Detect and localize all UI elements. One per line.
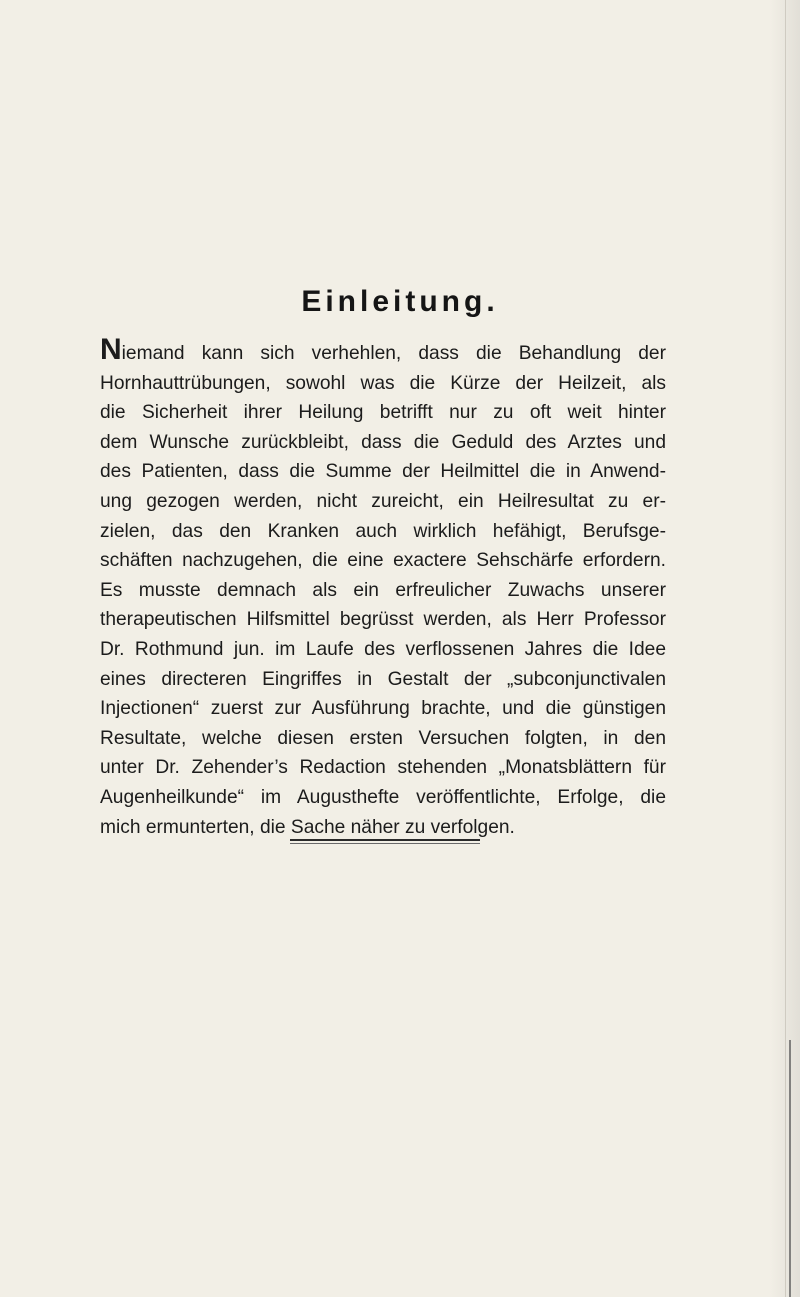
paragraph-line: Resultate, welche diesen ersten Versuchen folgten, in den (100, 727, 666, 749)
paragraph-line: unter Dr. Zehender’s Redaction stehenden „Monatsblättern für (100, 757, 666, 779)
paragraph-line: ung gezogen werden, nicht zureicht, ein Heilresultat zu er- (100, 490, 666, 512)
paragraph-line: therapeutischen Hilfsmittel begrüsst werden, als Herr Professor (100, 609, 666, 631)
paragraph-line: Augenheilkunde“ im Augusthefte veröffentlichte, Erfolge, die (100, 786, 666, 808)
chapter-heading: Einleitung. (301, 285, 499, 318)
paragraph-line: zielen, das den Kranken auch wirklich hefähigt, Berufsge- (100, 520, 666, 542)
paragraph-line: eines directeren Eingriffes in Gestalt der „subconjunctivalen (100, 668, 666, 690)
paragraph-line: schäften nachzugehen, die eine exactere Sehschärfe erfordern. (100, 550, 666, 572)
end-rule-thin (290, 843, 480, 844)
page-edge-line (785, 0, 786, 1297)
end-rule (290, 839, 480, 841)
paragraph-line: dem Wunsche zurückbleibt, dass die Geduld des Arztes und (100, 431, 666, 453)
paragraph-line-1-text: iemand kann sich verhehlen, dass die Behandlung der (121, 343, 666, 364)
paragraph-line: Es musste demnach als ein erfreulicher Zuwachs unserer (100, 579, 666, 601)
paragraph-line: Injectionen“ zuerst zur Ausführung brachte, und die günstigen (100, 698, 666, 720)
paragraph-line: des Patienten, dass die Summe der Heilmittel die in Anwend- (100, 461, 666, 483)
paragraph-line-1 (100, 333, 666, 369)
paragraph-line: die Sicherheit ihrer Heilung betrifft nur zu oft weit hinter (100, 402, 666, 424)
drop-cap: N (100, 333, 122, 366)
page-edge-mark (789, 1040, 791, 1297)
paragraph-line: Hornhauttrübungen, sowohl was die Kürze der Heilzeit, als (100, 372, 666, 394)
paragraph-line: Dr. Rothmund jun. im Laufe des verflossenen Jahres die Idee (100, 638, 666, 660)
intro-paragraph (100, 333, 666, 842)
paragraph-line-last: mich ermunterten, die Sache näher zu verfolgen. (100, 816, 515, 838)
